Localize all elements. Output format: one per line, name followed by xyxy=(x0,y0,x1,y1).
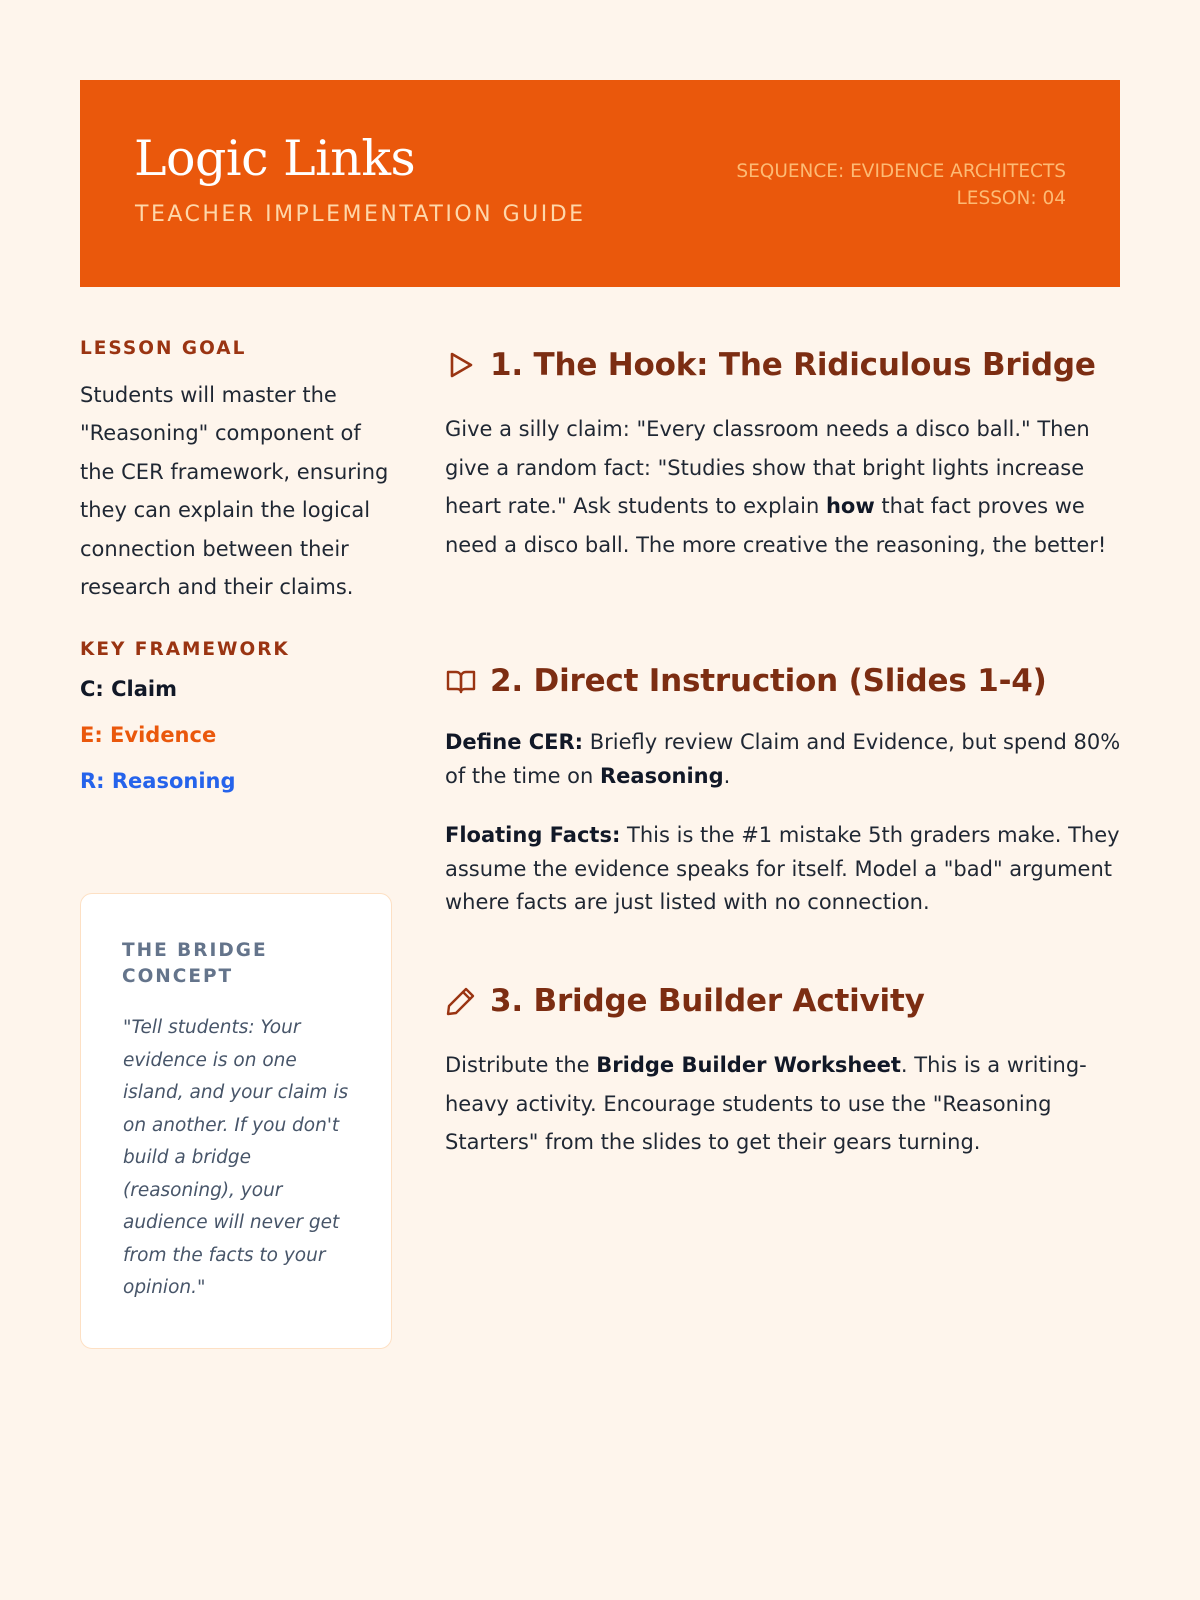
key-framework-label: KEY FRAMEWORK xyxy=(80,638,290,660)
pencil-icon xyxy=(445,985,477,1017)
play-icon xyxy=(445,349,477,381)
book-open-icon xyxy=(445,665,477,697)
lesson-number: LESSON: 04 xyxy=(956,188,1066,209)
section-activity-title: 3. Bridge Builder Activity xyxy=(490,982,925,1019)
hook-text-a: Give a silly claim: "Every classroom needs a disco ball." Then give a random fact: "Studies show that bright lights increase heart rate." Ask students to explain xyxy=(445,417,1090,518)
header-banner xyxy=(80,80,1120,287)
framework-claim: C: Claim xyxy=(80,677,177,701)
floating-facts-paragraph xyxy=(445,819,1125,920)
activity-text-b: . This is a writing-heavy activity. Encourage students to use the "Reasoning Starters" from the slides to get their gears turning. xyxy=(445,1053,1087,1154)
section-instruction-title: 2. Direct Instruction (Slides 1-4) xyxy=(490,662,1047,699)
section-instruction xyxy=(445,656,1125,920)
hook-text-b: that fact proves we need a disco ball. The more creative the reasoning, the better! xyxy=(445,494,1107,557)
section-activity-header xyxy=(445,976,1125,1026)
define-cer-bold: Define CER: xyxy=(445,730,584,754)
define-cer-bold-2: Reasoning xyxy=(600,763,724,788)
section-hook xyxy=(445,340,1125,564)
floating-facts-bold: Floating Facts: xyxy=(445,823,621,847)
define-cer-paragraph xyxy=(445,726,1125,793)
floating-facts-text: This is the #1 mistake 5th graders make. They assume the evidence speaks for itself. Model a "bad" argument where facts are just listed with no connection. xyxy=(445,823,1120,914)
section-hook-text xyxy=(445,410,1125,564)
bridge-concept-card xyxy=(80,893,392,1349)
lesson-goal-text: Students will master the "Reasoning" component of the CER framework, ensuring they can explain the logical connection between their research and their claims. xyxy=(80,382,389,599)
define-cer-text-b: . xyxy=(723,763,731,788)
section-hook-title: 1. The Hook: The Ridiculous Bridge xyxy=(490,346,1096,383)
lesson-meta xyxy=(736,158,1066,212)
bridge-concept-title: THE BRIDGE CONCEPT xyxy=(122,940,268,987)
section-activity-text xyxy=(445,1046,1125,1162)
page-subtitle: TEACHER IMPLEMENTATION GUIDE xyxy=(135,202,586,227)
bridge-concept-quote: "Tell students: Your evidence is on one island, and your claim is on another. If you don't build a bridge (reasoning), your audience will never get from the facts to your opinion." xyxy=(123,1017,349,1298)
framework-reasoning: R: Reasoning xyxy=(80,769,236,793)
section-activity xyxy=(445,976,1125,1162)
activity-text-a: Distribute the xyxy=(445,1053,597,1077)
activity-text-bold: Bridge Builder Worksheet xyxy=(596,1053,901,1077)
define-cer-text-a: Briefly review Claim and Evidence, but spend 80% of the time on xyxy=(445,730,1121,788)
section-instruction-header xyxy=(445,656,1125,706)
section-hook-header xyxy=(445,340,1125,390)
lesson-goal-label: LESSON GOAL xyxy=(80,338,247,359)
page-title: Logic Links xyxy=(134,130,416,187)
sidebar xyxy=(80,338,392,1298)
framework-evidence: E: Evidence xyxy=(80,723,217,747)
sequence-label: SEQUENCE: EVIDENCE ARCHITECTS xyxy=(736,161,1066,182)
hook-text-bold: how xyxy=(825,494,875,518)
